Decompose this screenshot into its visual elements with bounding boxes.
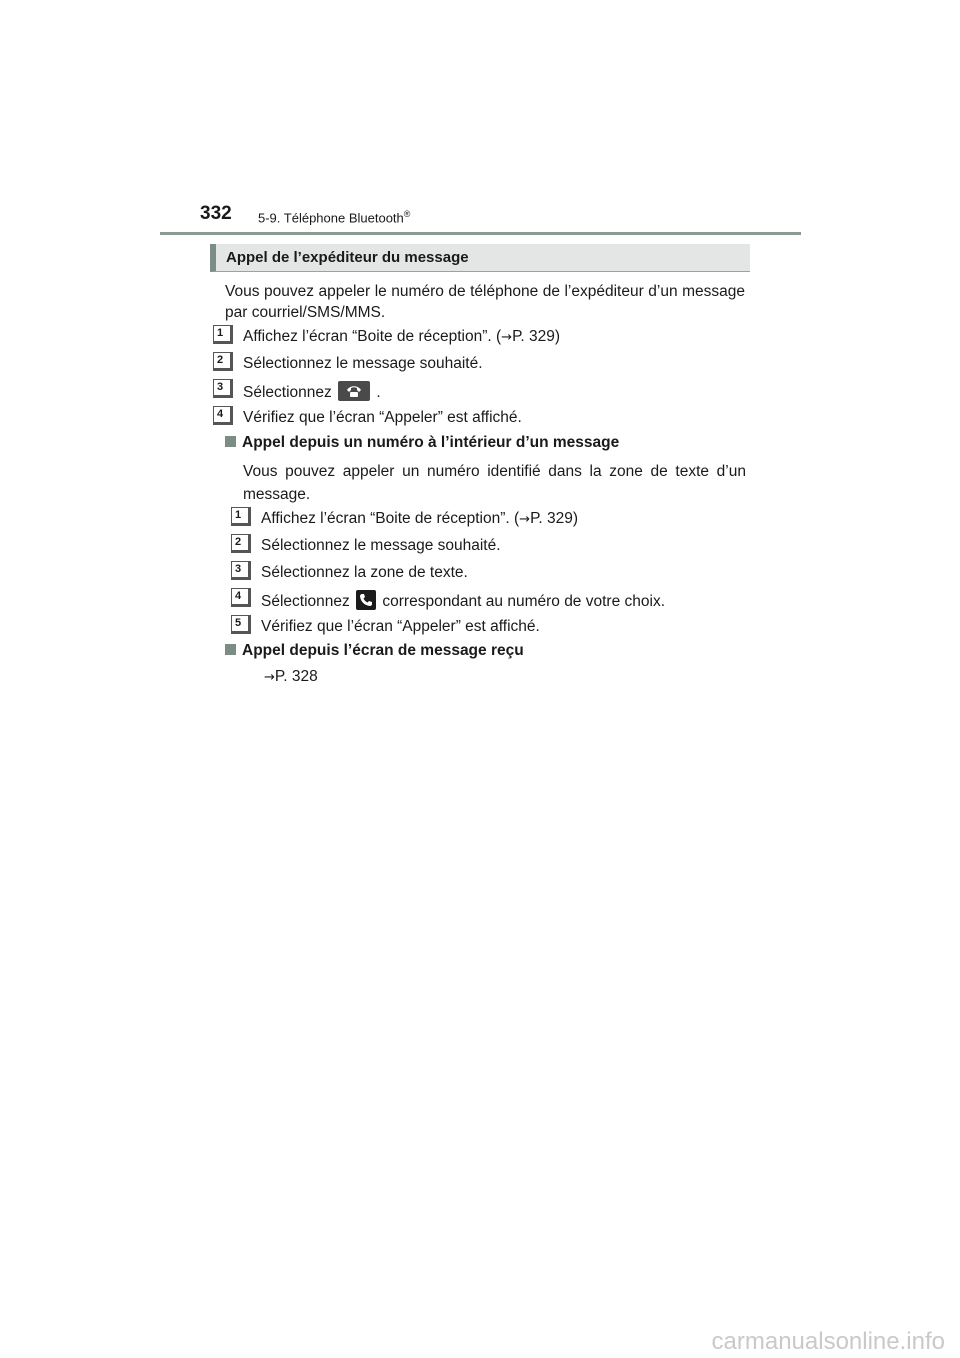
page-number: 332 xyxy=(200,203,232,224)
step-text: Vérifiez que l’écran “Appeler” est affiché. xyxy=(261,618,540,635)
registered-mark: ® xyxy=(403,209,411,219)
arrow-icon: → xyxy=(264,670,275,685)
step-number: 3 xyxy=(213,379,233,398)
sub-heading-1 xyxy=(225,434,619,452)
sub-heading-1-text: Appel depuis un numéro à l’intérieur d’un message xyxy=(242,434,620,451)
sub-heading-2 xyxy=(225,642,524,660)
step-text: Affichez l’écran “Boite de réception”. (→P. 329) xyxy=(243,328,561,345)
call-icon xyxy=(338,381,370,401)
step-number: 3 xyxy=(231,561,251,580)
section-title-text: 5-9. Téléphone Bluetooth xyxy=(258,210,404,226)
bullet-square-icon xyxy=(225,436,236,447)
step-text: Vérifiez que l’écran “Appeler” est affiché. xyxy=(243,409,522,426)
bullet-square-icon xyxy=(225,644,236,655)
step-number: 5 xyxy=(231,615,251,634)
reference-link[interactable] xyxy=(264,668,318,686)
step-number: 1 xyxy=(231,507,251,526)
sub-body-1: Vous pouvez appeler un numéro identifié dans la zone de texte d’un message. xyxy=(243,463,746,503)
step-number: 4 xyxy=(213,406,233,425)
step-text: Sélectionnez le message souhaité. xyxy=(243,355,483,372)
intro-paragraph: Vous pouvez appeler le numéro de téléphone de l’expéditeur d’un message par courriel/SMS/MMS. xyxy=(225,283,745,321)
arrow-icon: → xyxy=(519,512,531,527)
step-number: 1 xyxy=(213,325,233,344)
step-text: Sélectionnez le message souhaité. xyxy=(261,537,501,554)
step-number: 4 xyxy=(231,588,251,607)
step-number: 2 xyxy=(231,534,251,553)
arrow-icon: → xyxy=(501,330,513,345)
section-title xyxy=(258,209,410,225)
step-text: Sélectionnez . xyxy=(243,381,381,403)
sub-heading-2-text: Appel depuis l’écran de message reçu xyxy=(242,642,524,659)
header-rule xyxy=(160,232,801,235)
watermark: carmanualsonline.info xyxy=(711,1328,945,1355)
phone-icon xyxy=(356,590,376,610)
step-text: Affichez l’écran “Boite de réception”. (→P. 329) xyxy=(261,510,579,527)
step-text: Sélectionnez la zone de texte. xyxy=(261,564,468,581)
subheading-text: Appel de l’expéditeur du message xyxy=(226,249,469,266)
step-text: Sélectionnez correspondant au numéro de votre choix. xyxy=(261,590,665,612)
reference-text: P. 328 xyxy=(274,668,318,685)
subheading-bar xyxy=(210,244,750,272)
step-number: 2 xyxy=(213,352,233,371)
